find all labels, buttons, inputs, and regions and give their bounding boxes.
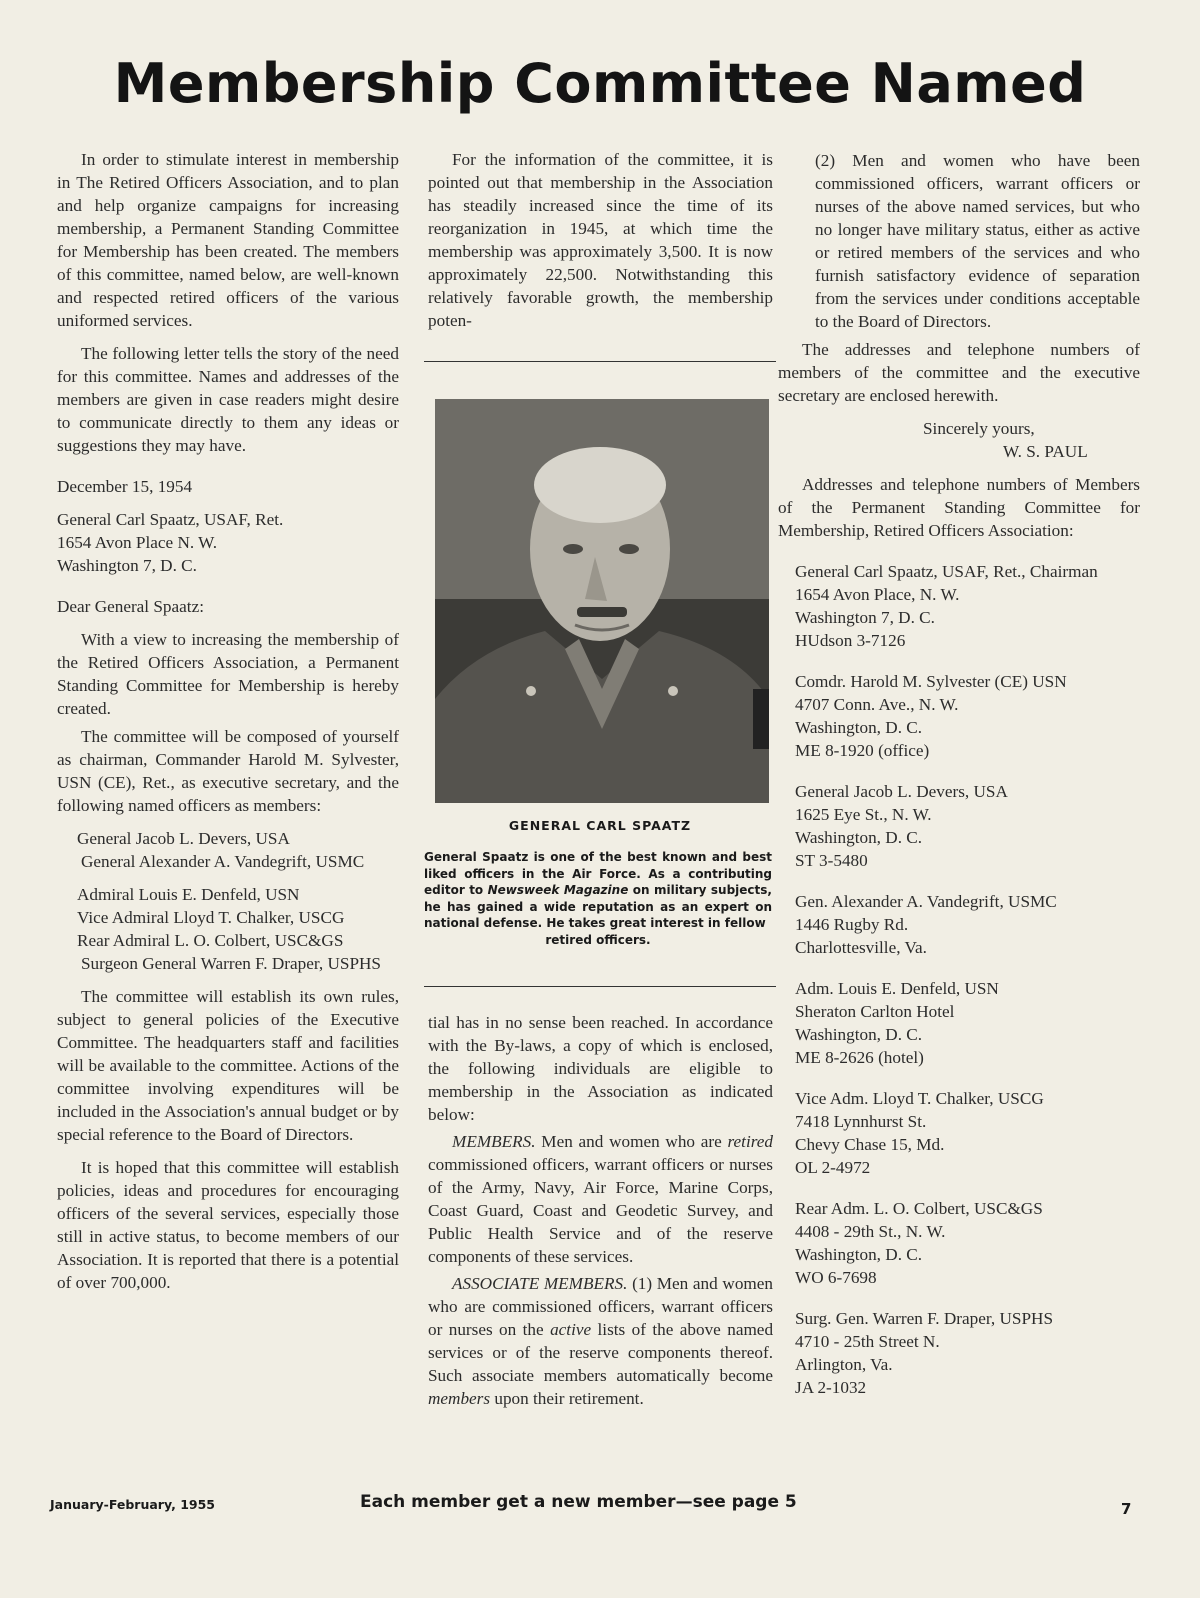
caption-text: General Spaatz is one of the best known and best liked officers in the Air Force. As a contributing editor to bbox=[424, 850, 772, 897]
addressee-line: General Carl Spaatz, USAF, Ret. bbox=[57, 510, 284, 529]
definition-text: (1) Men and women who are commissioned officers, warrant officers or nurses on the bbox=[428, 1274, 773, 1339]
column-3 bbox=[778, 149, 1140, 1399]
entry-line: 7418 Lynnhurst St. bbox=[795, 1112, 927, 1131]
issue-date: January-February, 1955 bbox=[50, 1497, 216, 1512]
page-number: 7 bbox=[1121, 1500, 1132, 1518]
member-name: Admiral Louis E. Denfeld, USN bbox=[77, 885, 300, 904]
entry-line: Chevy Chase 15, Md. bbox=[795, 1135, 945, 1154]
entry-line: Sheraton Carlton Hotel bbox=[795, 1002, 955, 1021]
entry-line: WO 6-7698 bbox=[795, 1268, 877, 1287]
definition-emphasis: retired bbox=[727, 1132, 774, 1151]
definition-emphasis: active bbox=[550, 1320, 592, 1339]
entry-line: 4408 - 29th St., N. W. bbox=[795, 1222, 946, 1241]
entry-line: 4707 Conn. Ave., N. W. bbox=[795, 695, 959, 714]
letter-paragraph: Addresses and telephone numbers of Members of the Permanent Standing Committee for Membership, Retired Officers Association: bbox=[778, 475, 1140, 540]
members-label: MEMBERS. bbox=[452, 1132, 536, 1151]
letter-paragraph: With a view to increasing the membership of the Retired Officers Association, a Permanent Standing Committee for Membership is hereby created. bbox=[57, 630, 399, 718]
photo-caption bbox=[424, 849, 772, 948]
signature: W. S. PAUL bbox=[1003, 442, 1088, 461]
letter-date: December 15, 1954 bbox=[57, 477, 193, 496]
member-name: Vice Admiral Lloyd T. Chalker, USCG bbox=[77, 908, 345, 927]
closing: Sincerely yours, bbox=[923, 419, 1035, 438]
footer-slogan: Each member get a new member—see page 5 bbox=[360, 1492, 797, 1512]
entry-line: Washington, D. C. bbox=[795, 828, 923, 847]
address-entry bbox=[795, 977, 1140, 1069]
member-name: Rear Admiral L. O. Colbert, USC&GS bbox=[77, 931, 344, 950]
intro-paragraph-2: The following letter tells the story of the need for this committee. Names and addresses of the members are given in case readers might desire to communicate directly to them any ideas or suggestions they may have. bbox=[57, 344, 399, 455]
letter-paragraph: For the information of the committee, it is pointed out that membership in the Association has steadily increased since the time of its reorganization in 1945, at which time the membership was approximately 3,500. It is now approximately 22,500. Notwithstanding this relatively favorable growth, the membership poten- bbox=[428, 150, 773, 330]
definition-emphasis: members bbox=[428, 1389, 491, 1408]
address-entry bbox=[795, 670, 1140, 762]
entry-name: Gen. Alexander A. Vandegrift, USMC bbox=[795, 892, 1057, 911]
entry-name: Comdr. Harold M. Sylvester (CE) USN bbox=[795, 672, 1067, 691]
entry-line: 4710 - 25th Street N. bbox=[795, 1332, 940, 1351]
entry-line: 1625 Eye St., N. W. bbox=[795, 805, 932, 824]
entry-line: Washington, D. C. bbox=[795, 718, 923, 737]
entry-line: 1654 Avon Place, N. W. bbox=[795, 585, 960, 604]
letter-paragraph: The addresses and telephone numbers of members of the committee and the executive secretary are enclosed herewith. bbox=[778, 340, 1140, 405]
portrait-photo bbox=[435, 399, 769, 803]
entry-line: OL 2-4972 bbox=[795, 1158, 871, 1177]
entry-line: HUdson 3-7126 bbox=[795, 631, 906, 650]
entry-line: 1446 Rugby Rd. bbox=[795, 915, 909, 934]
definition-text: lists of the above named services or of the reserve components thereof. Such associate members automatically become bbox=[428, 1320, 774, 1385]
associate-members-definition bbox=[428, 1272, 773, 1410]
letter-paragraph: (2) Men and women who have been commissioned officers, warrant officers or nurses of the above named services, but who no longer have military status, either as active or retired members of the services and who furnish satisfactory evidence of separation from the services under conditions acceptable to the Board of Directors. bbox=[815, 151, 1140, 331]
entry-line: Washington, D. C. bbox=[795, 1245, 923, 1264]
entry-line: Arlington, Va. bbox=[795, 1355, 893, 1374]
entry-line: Washington, D. C. bbox=[795, 1025, 923, 1044]
entry-name: Adm. Louis E. Denfeld, USN bbox=[795, 979, 999, 998]
address-entry bbox=[795, 1087, 1140, 1179]
entry-line: ST 3-5480 bbox=[795, 851, 868, 870]
column-2-bottom bbox=[428, 1011, 773, 1410]
entry-line: Charlottesville, Va. bbox=[795, 938, 927, 957]
portrait-illustration bbox=[435, 399, 769, 803]
members-definition bbox=[428, 1130, 773, 1268]
entry-line: Washington 7, D. C. bbox=[795, 608, 935, 627]
divider-rule bbox=[424, 361, 776, 362]
addressee-line: 1654 Avon Place N. W. bbox=[57, 533, 218, 552]
column-1 bbox=[57, 148, 399, 1294]
entry-name: Rear Adm. L. O. Colbert, USC&GS bbox=[795, 1199, 1043, 1218]
addressee-line: Washington 7, D. C. bbox=[57, 556, 197, 575]
column-2-top bbox=[428, 148, 773, 332]
letter-paragraph: The committee will establish its own rules, subject to general policies of the Executive Committee. The headquarters staff and facilities will be available to the committee. Actions of the committee involving expenditures will be included in the Association's annual budget or by special reference to the Board of Directors. bbox=[57, 987, 399, 1144]
intro-paragraph: In order to stimulate interest in membership in The Retired Officers Association, and to plan and help organize campaigns for increasing membership, a Permanent Standing Committee for Membership has been created. The members of this committee, named below, are well-known and respected retired officers of the various uniformed services. bbox=[57, 150, 399, 330]
entry-name: Surg. Gen. Warren F. Draper, USPHS bbox=[795, 1309, 1054, 1328]
associate-label: ASSOCIATE MEMBERS. bbox=[452, 1274, 628, 1293]
entry-name: General Jacob L. Devers, USA bbox=[795, 782, 1008, 801]
definition-text: commissioned officers, warrant officers or nurses of the Army, Navy, Air Force, Marine Corps, Coast Guard, Coast and Geodetic Survey, and Public Health Service and of the reserve components of these services. bbox=[428, 1155, 773, 1266]
member-name: General Alexander A. Vandegrift, USMC bbox=[81, 852, 365, 871]
caption-text-last: retired officers. bbox=[545, 932, 651, 947]
photo-caption-title: GENERAL CARL SPAATZ bbox=[508, 818, 692, 833]
entry-name: General Carl Spaatz, USAF, Ret., Chairman bbox=[795, 562, 1098, 581]
address-entry bbox=[795, 560, 1140, 652]
definition-text: Men and women who are bbox=[541, 1132, 722, 1151]
member-name: Surgeon General Warren F. Draper, USPHS bbox=[81, 954, 381, 973]
entry-name: Vice Adm. Lloyd T. Chalker, USCG bbox=[795, 1089, 1044, 1108]
caption-text: on military subjects, he has gained a wide reputation as an expert on national defense. He takes great interest in fellow bbox=[424, 883, 772, 930]
address-entry bbox=[795, 780, 1140, 872]
address-entry bbox=[795, 1197, 1140, 1289]
definition-text: upon their retirement. bbox=[494, 1389, 644, 1408]
letter-paragraph: The committee will be composed of yourself as chairman, Commander Harold M. Sylvester, USN (CE), Ret., as executive secretary, and the following named officers as members: bbox=[57, 727, 399, 815]
caption-magazine: Newsweek Magazine bbox=[487, 883, 629, 897]
page-title: Membership Committee Named bbox=[113, 52, 1087, 115]
address-entry bbox=[795, 890, 1140, 959]
entry-line: ME 8-2626 (hotel) bbox=[795, 1048, 924, 1067]
letter-paragraph: It is hoped that this committee will establish policies, ideas and procedures for encouraging officers of the several services, especially those still in active status, to become members of our Association. It is reported that there is a potential of over 700,000. bbox=[57, 1158, 399, 1292]
member-name: General Jacob L. Devers, USA bbox=[77, 829, 290, 848]
divider-rule bbox=[424, 986, 776, 987]
entry-line: ME 8-1920 (office) bbox=[795, 741, 930, 760]
entry-line: JA 2-1032 bbox=[795, 1378, 867, 1397]
letter-paragraph: tial has in no sense been reached. In accordance with the By-laws, a copy of which is enclosed, the following individuals are eligible to membership in the Association as indicated below: bbox=[428, 1013, 773, 1124]
salutation: Dear General Spaatz: bbox=[57, 597, 204, 616]
address-entry bbox=[795, 1307, 1140, 1399]
